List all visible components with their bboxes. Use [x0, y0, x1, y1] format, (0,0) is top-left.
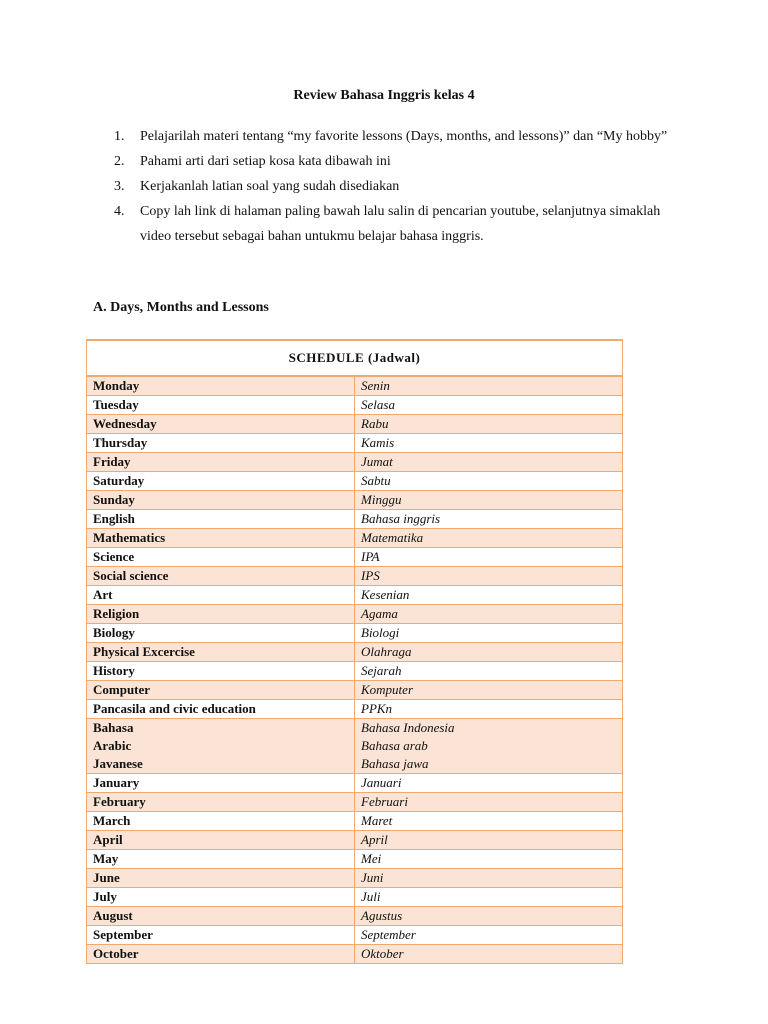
indonesian-term: Sabtu [361, 473, 391, 488]
english-term-cell [87, 812, 355, 831]
instruction-number: 1. [114, 129, 125, 144]
indonesian-term: Januari [361, 775, 402, 790]
english-term-cell [87, 681, 355, 700]
english-term-cell [87, 510, 355, 529]
table-row [87, 605, 623, 624]
english-term-cell [87, 624, 355, 643]
indonesian-term-cell [355, 793, 623, 812]
english-term: Monday [93, 378, 140, 393]
indonesian-term: PPKn [361, 701, 393, 716]
indonesian-term-cell [355, 774, 623, 793]
instruction-item [114, 199, 679, 249]
indonesian-term: Senin [361, 378, 390, 393]
english-term: Physical Excercise [93, 644, 195, 659]
indonesian-term-cell [355, 472, 623, 491]
english-term: July [93, 889, 117, 904]
schedule-header-title: SCHEDULE [288, 350, 365, 365]
section-heading: A. Days, Months and Lessons [93, 300, 269, 315]
instruction-item [114, 174, 679, 199]
english-term-cell [87, 396, 355, 415]
english-term-cell [87, 850, 355, 869]
indonesian-term-cell [355, 510, 623, 529]
indonesian-term: Biologi [361, 625, 400, 640]
english-term: January [93, 775, 140, 790]
table-row [87, 888, 623, 907]
indonesian-term: Sejarah [361, 663, 402, 678]
indonesian-term-cell [355, 453, 623, 472]
indonesian-term-cell [355, 491, 623, 510]
table-row [87, 719, 623, 774]
indonesian-term-cell [355, 567, 623, 586]
instruction-number: 3. [114, 179, 125, 194]
english-term-cell [87, 719, 355, 774]
indonesian-term: Selasa [361, 397, 395, 412]
indonesian-term-cell [355, 415, 623, 434]
indonesian-term: Juni [361, 870, 384, 885]
english-term: Tuesday [93, 397, 139, 412]
table-row [87, 472, 623, 491]
table-row [87, 396, 623, 415]
english-term-cell [87, 491, 355, 510]
english-term-cell [87, 831, 355, 850]
table-row [87, 850, 623, 869]
english-term: June [93, 870, 120, 885]
indonesian-term: Februari [361, 794, 408, 809]
indonesian-term-cell [355, 681, 623, 700]
english-term: April [93, 832, 123, 847]
english-term-cell [87, 472, 355, 491]
english-term: Javanese [93, 756, 143, 771]
english-term-cell [87, 774, 355, 793]
indonesian-term: Kamis [361, 435, 395, 450]
english-term-cell [87, 700, 355, 719]
english-term: Religion [93, 606, 140, 621]
instruction-text: Pelajarilah materi tentang “my favorite lessons (Days, months, and lessons)” dan “My hobby” [140, 129, 668, 144]
indonesian-term: Rabu [361, 416, 389, 431]
indonesian-term-cell [355, 548, 623, 567]
indonesian-term-cell [355, 529, 623, 548]
english-term: Social science [93, 568, 169, 583]
indonesian-term: Jumat [361, 454, 393, 469]
english-term-cell [87, 548, 355, 567]
table-row [87, 945, 623, 964]
table-row [87, 491, 623, 510]
instruction-text: Copy lah link di halaman paling bawah lalu salin di pencarian youtube, selanjutnya simaklah video tersebut sebagai bahan untukmu belajar bahasa inggris. [140, 204, 661, 244]
table-row [87, 624, 623, 643]
schedule-header-subtitle: (Jadwal) [367, 350, 421, 365]
indonesian-term: September [361, 927, 416, 942]
indonesian-term-cell [355, 719, 623, 774]
english-term: Bahasa [93, 720, 134, 735]
instruction-item [114, 124, 679, 149]
indonesian-term: Bahasa inggris [361, 511, 441, 526]
english-term: Pancasila and civic education [93, 701, 256, 716]
table-row [87, 812, 623, 831]
english-term-cell [87, 907, 355, 926]
indonesian-term-cell [355, 812, 623, 831]
indonesian-term: IPA [361, 549, 380, 564]
indonesian-term-cell [355, 850, 623, 869]
english-term-cell [87, 793, 355, 812]
indonesian-term: Matematika [361, 530, 424, 545]
indonesian-term-cell [355, 376, 623, 396]
english-term: Mathematics [93, 530, 166, 545]
table-row [87, 926, 623, 945]
table-row [87, 793, 623, 812]
table-row [87, 567, 623, 586]
indonesian-term: Minggu [361, 492, 402, 507]
english-term: October [93, 946, 139, 961]
indonesian-term: Bahasa arab [361, 738, 428, 753]
english-term: Thursday [93, 435, 148, 450]
table-row [87, 453, 623, 472]
table-row [87, 548, 623, 567]
english-term: February [93, 794, 146, 809]
indonesian-term-cell [355, 624, 623, 643]
indonesian-term-cell [355, 434, 623, 453]
instruction-number: 2. [114, 154, 125, 169]
english-term-cell [87, 926, 355, 945]
indonesian-term: Kesenian [361, 587, 410, 602]
english-term: March [93, 813, 131, 828]
indonesian-term: Juli [361, 889, 381, 904]
english-term-cell [87, 434, 355, 453]
english-term-cell [87, 662, 355, 681]
indonesian-term-cell [355, 907, 623, 926]
table-row [87, 681, 623, 700]
indonesian-term: April [361, 832, 388, 847]
indonesian-term-cell [355, 605, 623, 624]
english-term-cell [87, 605, 355, 624]
english-term: May [93, 851, 119, 866]
indonesian-term-cell [355, 662, 623, 681]
table-row [87, 831, 623, 850]
table-row [87, 700, 623, 719]
indonesian-term-cell [355, 586, 623, 605]
english-term-cell [87, 888, 355, 907]
table-row [87, 869, 623, 888]
table-row [87, 774, 623, 793]
table-row [87, 434, 623, 453]
english-term-cell [87, 415, 355, 434]
indonesian-term: Agama [361, 606, 398, 621]
indonesian-term-cell [355, 926, 623, 945]
english-term: Wednesday [93, 416, 157, 431]
table-row [87, 529, 623, 548]
indonesian-term: IPS [361, 568, 380, 583]
indonesian-term: Agustus [361, 908, 403, 923]
instruction-number: 4. [114, 204, 125, 219]
indonesian-term-cell [355, 888, 623, 907]
table-row [87, 510, 623, 529]
instruction-text: Pahami arti dari setiap kosa kata dibawah ini [140, 154, 391, 169]
english-term: Art [93, 587, 113, 602]
english-term-cell [87, 643, 355, 662]
table-row [87, 586, 623, 605]
schedule-body [87, 376, 623, 964]
english-term: Computer [93, 682, 151, 697]
english-term: Arabic [93, 738, 132, 753]
table-row [87, 643, 623, 662]
indonesian-term: Bahasa Indonesia [361, 720, 455, 735]
english-term-cell [87, 529, 355, 548]
english-term: Sunday [93, 492, 135, 507]
english-term: Saturday [93, 473, 145, 488]
table-row [87, 415, 623, 434]
indonesian-term-cell [355, 643, 623, 662]
table-row [87, 662, 623, 681]
english-term: September [93, 927, 153, 942]
page-title: Review Bahasa Inggris kelas 4 [293, 88, 475, 103]
english-term: Friday [93, 454, 131, 469]
indonesian-term-cell [355, 396, 623, 415]
english-term-cell [87, 869, 355, 888]
instruction-list [114, 124, 679, 249]
indonesian-term: Bahasa jawa [361, 756, 429, 771]
english-term-cell [87, 567, 355, 586]
indonesian-term: Komputer [361, 682, 413, 697]
indonesian-term-cell [355, 945, 623, 964]
english-term-cell [87, 945, 355, 964]
indonesian-term: Oktober [361, 946, 404, 961]
schedule-table [86, 339, 623, 964]
instruction-item [114, 149, 679, 174]
indonesian-term: Mei [361, 851, 382, 866]
english-term-cell [87, 376, 355, 396]
english-term: Biology [93, 625, 135, 640]
schedule-header [87, 340, 623, 376]
indonesian-term-cell [355, 869, 623, 888]
english-term-cell [87, 586, 355, 605]
instruction-text: Kerjakanlah latian soal yang sudah disediakan [140, 179, 400, 194]
english-term-cell [87, 453, 355, 472]
table-row [87, 376, 623, 396]
indonesian-term-cell [355, 700, 623, 719]
english-term: Science [93, 549, 135, 564]
english-term: English [93, 511, 135, 526]
indonesian-term-cell [355, 831, 623, 850]
indonesian-term: Maret [361, 813, 393, 828]
table-row [87, 907, 623, 926]
indonesian-term: Olahraga [361, 644, 412, 659]
english-term: August [93, 908, 133, 923]
english-term: History [93, 663, 135, 678]
